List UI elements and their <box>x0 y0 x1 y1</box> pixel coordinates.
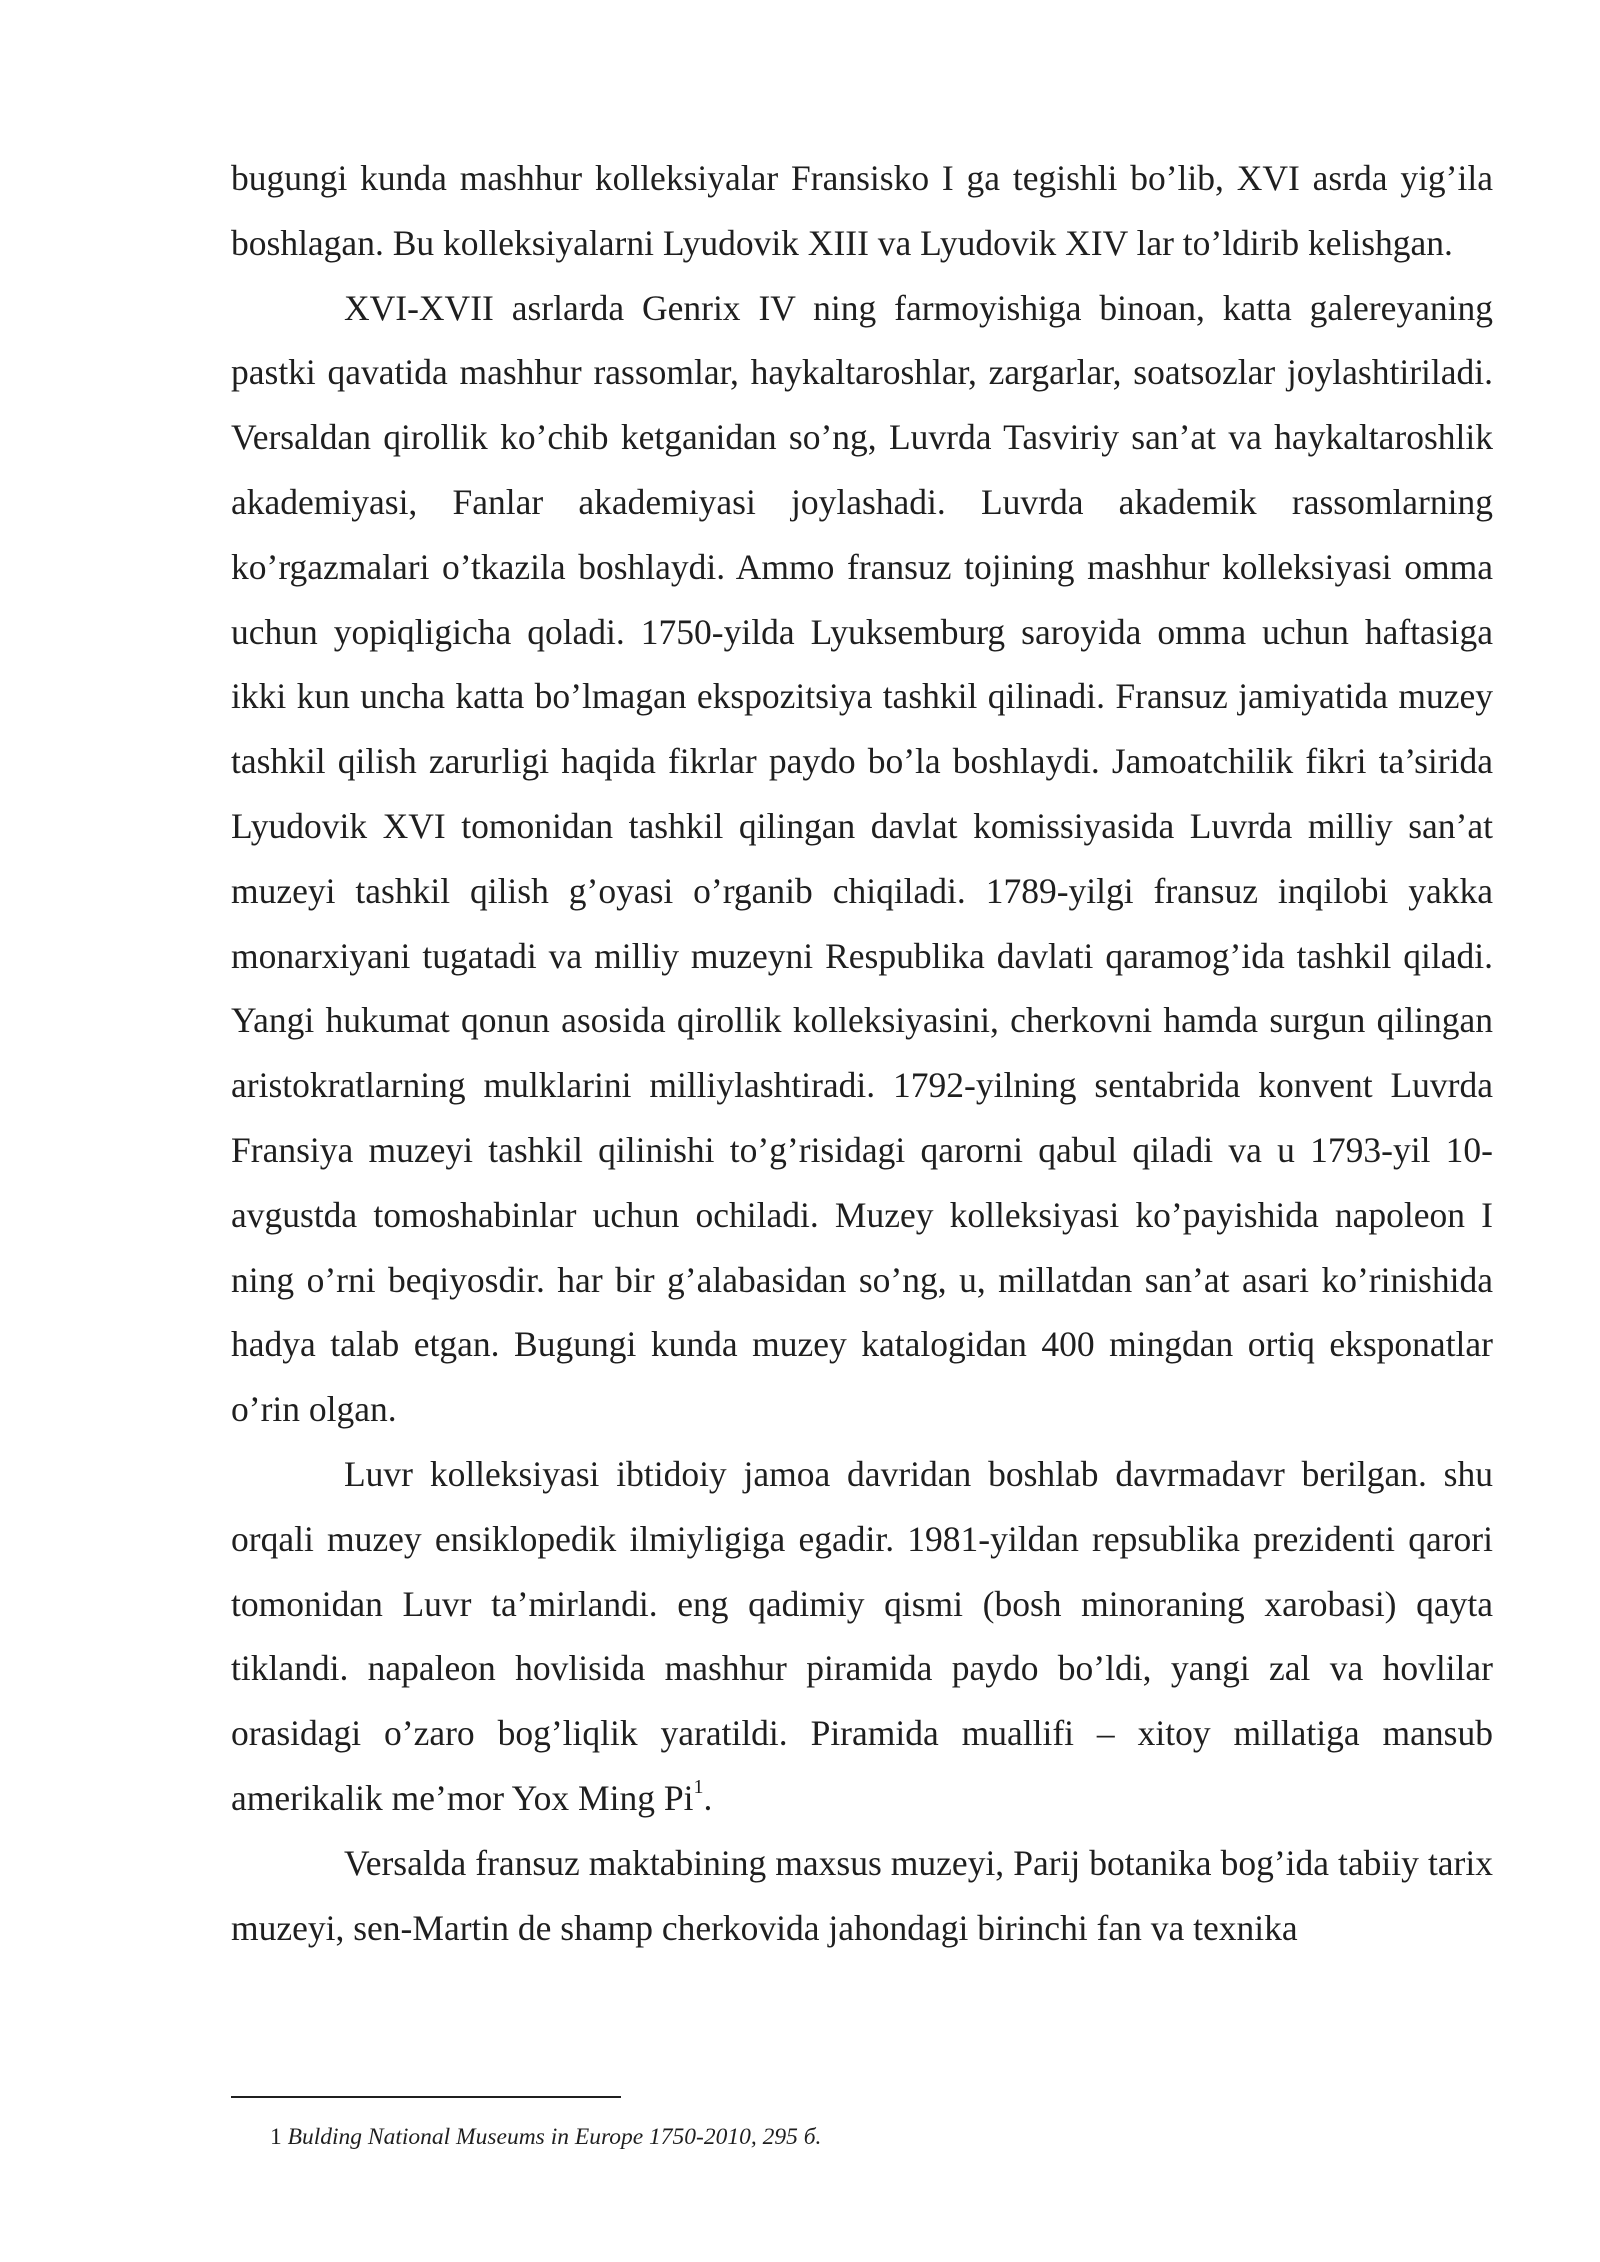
paragraph-versailles-museums: Versalda fransuz maktabining maxsus muzeyi, Parij botanika bog’ida tabiiy tarix muzeyi, sen-Martin de shamp cherkovida jahondagi birinchi fan va texnika <box>231 1842 1493 1948</box>
footnote-divider <box>231 2096 621 2098</box>
paragraph-continuation: bugungi kunda mashhur kolleksiyalar Fransisko I ga tegishli bo’lib, XVI asrda yig’ila boshlagan. Bu kolleksiyalarni Lyudovik XIII va Lyudovik XIV lar to’ldirib kelishgan. <box>231 158 1493 263</box>
paragraph-louvre-collection <box>231 1442 1493 1831</box>
body-text <box>231 146 1493 1960</box>
footnote <box>270 2122 1470 2152</box>
paragraph-louvre-collection-end: . <box>703 1777 713 1818</box>
footnote-number: 1 <box>270 2124 282 2150</box>
paragraph-genrix-louvre-history: XVI-XVII asrlarda Genrix IV ning farmoyishiga binoan, katta galereyaning pastki qavatida mashhur rassomlar, haykaltaroshlar, zargarlar, soatsozlar joylashtiriladi. Versaldan qirollik ko’chib ketganidan so’ng, Luvrda Tasviriy san’at va haykaltaroshlik akademiyasi, Fanlar akademiyasi joylashadi. Luvrda akademik rassomlarning ko’rgazmalari o’tkazila boshlaydi. Ammo fransuz tojining mashhur kolleksiyasi omma uchun yopiqligicha qoladi. 1750-yilda Lyuksemburg saroyida omma uchun haftasiga ikki kun uncha katta bo’lmagan ekspozitsiya tashkil qilinadi. Fransuz jamiyatida muzey tashkil qilish zarurligi haqida fikrlar paydo bo’la boshlaydi. Jamoatchilik fikri ta’sirida Lyudovik XVI tomonidan tashkil qilingan davlat komissiyasida Luvrda milliy san’at muzeyi tashkil qilish g’oyasi o’rganib chiqiladi. 1789-yilgi fransuz inqilobi yakka monarxiyani tugatadi va milliy muzeyni Respublika davlati qaramog’ida tashkil qiladi. Yangi hukumat qonun asosida qirollik kolleksiyasini, cherkovni hamda surgun qilingan aristokratlarning mulklarini milliylashtiradi. 1792-yilning sentabrida konvent Luvrda Fransiya muzeyi tashkil qilinishi to’g’risidagi qarorni qabul qiladi va u 1793-yil 10-avgustda tomoshabinlar uchun ochiladi. Muzey kolleksiyasi ko’payishida napoleon I ning o’rni beqiyosdir. har bir g’alabasidan so’ng, u, millatdan san’at asari ko’rinishida hadya talab etgan. Bugungi kunda muzey katalogidan 400 mingdan ortiq eksponatlar o’rin olgan. <box>231 287 1493 1430</box>
footnote-reference[interactable]: 1 <box>693 1776 704 1799</box>
footnote-text: Bulding National Museums in Europe 1750-2010, 295 б. <box>287 2124 822 2150</box>
paragraph-louvre-collection-text: Luvr kolleksiyasi ibtidoiy jamoa davridan boshlab davrmadavr berilgan. shu orqali muzey ensiklopedik ilmiyligiga egadir. 1981-yildan repsublika prezidenti qarori tomonidan Luvr ta’mirlandi. eng qadimiy qismi (bosh minoraning xarobasi) qayta tiklandi. napaleon hovlisida mashhur piramida paydo bo’ldi, yangi zal va hovlilar orasidagi o’zaro bog’liqlik yaratildi. Piramida muallifi – xitoy millatiga mansub amerikalik me’mor Yox Ming Pi <box>231 1453 1493 1818</box>
